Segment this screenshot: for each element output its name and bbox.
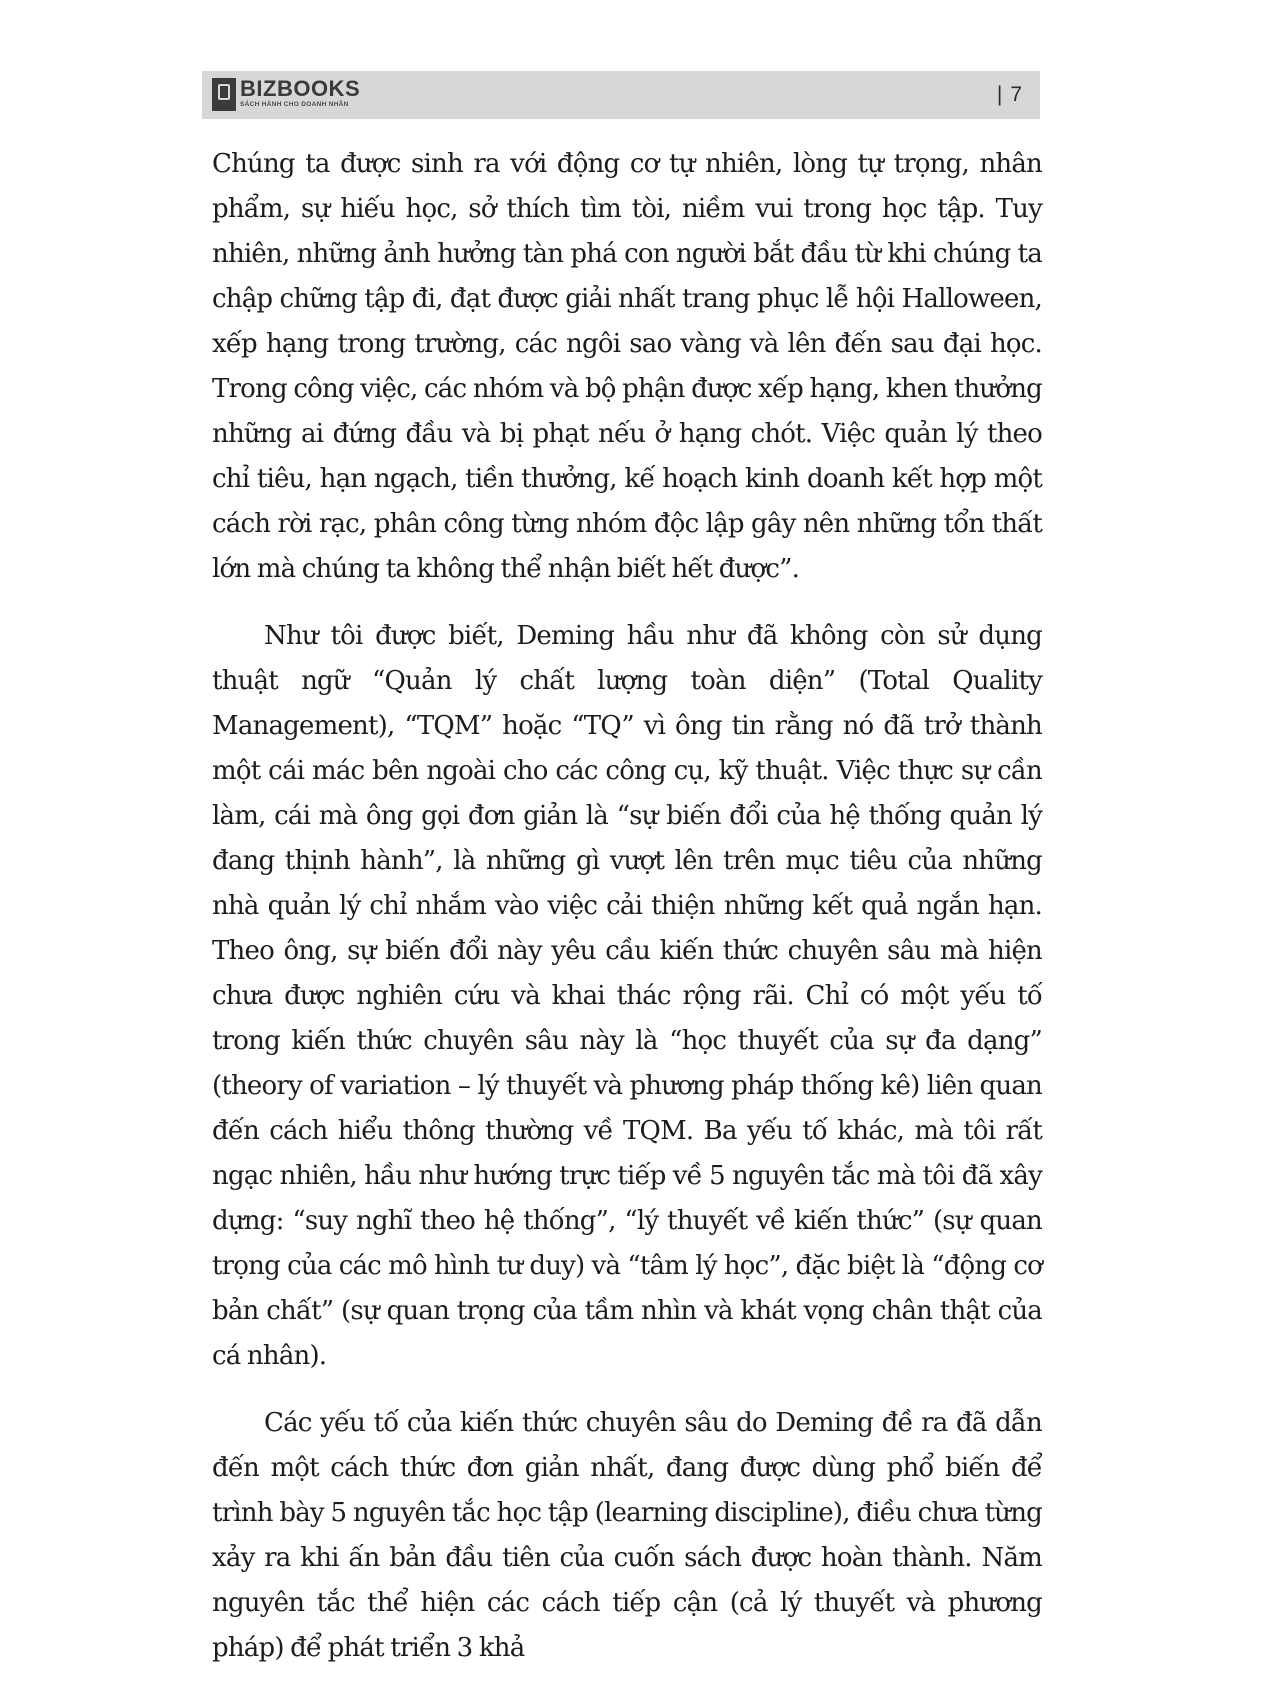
logo-name: BIZBOOKS	[240, 76, 361, 101]
page-header	[202, 71, 1040, 119]
logo-text	[240, 78, 360, 109]
body-text	[212, 142, 1042, 1693]
page-number-area	[997, 82, 1022, 108]
paragraph-1: Chúng ta được sinh ra với động cơ tự nhiên, lòng tự trọng, nhân phẩm, sự hiếu học, sở thích tìm tòi, niềm vui trong học tập. Tuy nhiên, những ảnh hưởng tàn phá con người bắt đầu từ khi chúng ta chập chững tập đi, đạt được giải nhất trang phục lễ hội Halloween, xếp hạng trong trường, các ngôi sao vàng và lên đến sau đại học. Trong công việc, các nhóm và bộ phận được xếp hạng, khen thưởng những ai đứng đầu và bị phạt nếu ở hạng chót. Việc quản lý theo chỉ tiêu, hạn ngạch, tiền thưởng, kế hoạch kinh doanh kết hợp một cách rời rạc, phân công từng nhóm độc lập gây nên những tổn thất lớn mà chúng ta không thể nhận biết hết được”.	[212, 149, 1042, 584]
page-separator: |	[996, 83, 1003, 106]
logo-tagline: SÁCH HÀNH CHO DOANH NHÂN	[240, 101, 349, 108]
paragraph-2: Như tôi được biết, Deming hầu như đã không còn sử dụng thuật ngữ “Quản lý chất lượng toàn diện” (Total Quality Management), “TQM” hoặc “TQ” vì ông tin rằng nó đã trở thành một cái mác bên ngoài cho các công cụ, kỹ thuật. Việc thực sự cần làm, cái mà ông gọi đơn giản là “sự biến đổi của hệ thống quản lý đang thịnh hành”, là những gì vượt lên trên mục tiêu của những nhà quản lý chỉ nhắm vào việc cải thiện những kết quả ngắn hạn. Theo ông, sự biến đổi này yêu cầu kiến thức chuyên sâu mà hiện chưa được nghiên cứu và khai thác rộng rãi. Chỉ có một yếu tố trong kiến thức chuyên sâu này là “học thuyết của sự đa dạng” (theory of variation – lý thuyết và phương pháp thống kê) liên quan đến cách hiểu thông thường về TQM. Ba yếu tố khác, mà tôi rất ngạc nhiên, hầu như hướng trực tiếp về 5 nguyên tắc mà tôi đã xây dựng: “suy nghĩ theo hệ thống”, “lý thuyết về kiến thức” (sự quan trọng của các mô hình tư duy) và “tâm lý học”, đặc biệt là “động cơ bản chất” (sự quan trọng của tầm nhìn và khát vọng chân thật của cá nhân).	[212, 621, 1042, 1371]
book-icon	[212, 78, 236, 111]
publisher-logo	[212, 78, 360, 111]
page-number: 7	[1010, 83, 1022, 106]
paragraph-3: Các yếu tố của kiến thức chuyên sâu do Deming đề ra đã dẫn đến một cách thức đơn giản nhất, đang được dùng phổ biến để trình bày 5 nguyên tắc học tập (learning discipline), điều chưa từng xảy ra khi ấn bản đầu tiên của cuốn sách được hoàn thành. Năm nguyên tắc thể hiện các cách tiếp cận (cả lý thuyết và phương pháp) để phát triển 3 khả	[212, 1408, 1042, 1663]
